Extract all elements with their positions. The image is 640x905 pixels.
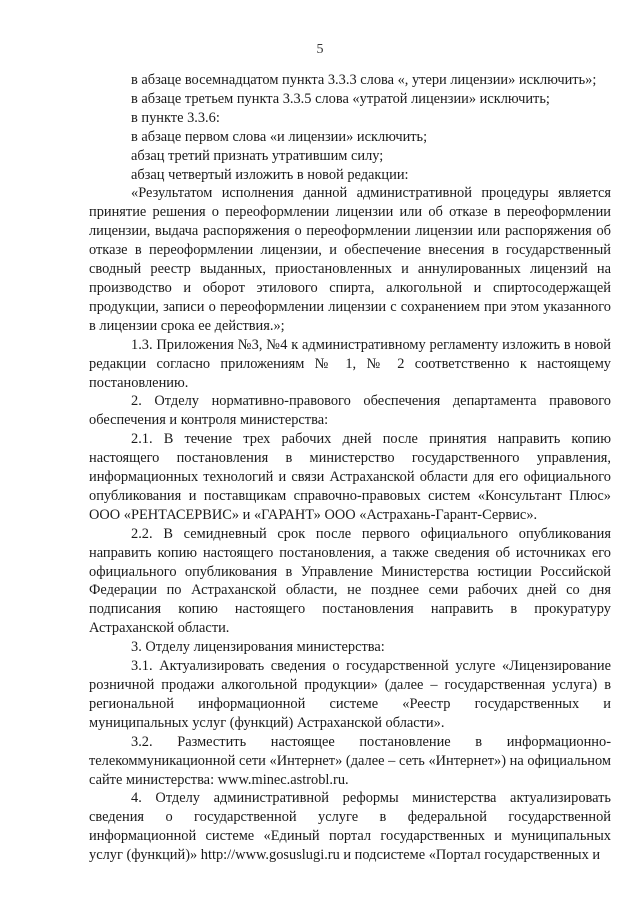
- paragraph: 3. Отделу лицензирования министерства:: [131, 639, 385, 656]
- paragraph: 4. Отделу административной реформы министерства актуализировать сведения о государственной услуге в федеральной государственной информационной системе «Единый портал государственных и муниципальных услуг (функций)» http://www.gosuslugi.ru и подсистеме «Портал государственных и: [89, 790, 611, 864]
- paragraph: в пункте 3.3.6:: [131, 109, 220, 126]
- document-body: [89, 71, 611, 865]
- paragraph: абзац четвертый изложить в новой редакции:: [131, 166, 409, 183]
- paragraph: в абзаце восемнадцатом пункта 3.3.3 слова «, утери лицензии» исключить»;: [131, 72, 597, 88]
- paragraph: в абзаце первом слова «и лицензии» исключить;: [131, 128, 428, 145]
- paragraph: абзац третий признать утратившим силу;: [131, 147, 384, 164]
- paragraph: 2.2. В семидневный срок после первого официального опубликования направить копию настоящего постановления, а также сведения об источниках его официального опубликования в Управление Министерства юстиции Российской Федерации по Астраханской области, не позднее семи рабочих дней со дня подписания копию настоящего постановления направить в прокуратуру Астраханской области.: [89, 525, 611, 637]
- paragraph: 2. Отделу нормативно-правового обеспечения департамента правового обеспечения и контроля министерства:: [89, 393, 611, 429]
- paragraph: «Результатом исполнения данной административной процедуры является принятие решения о переоформлении лицензии или об отказе в переоформлении лицензии, выдача распоряжения о переоформлении лицензии или распоряжения об отказе в переоформлении лицензии, и обеспечение внесения в государственный сводный реестр выданных, приостановленных и аннулированных лицензий на производство и оборот этилового спирта, алкогольной и спиртосодержащей продукции, записи о переоформлении лицензии с сохранением при этом указанного в лицензии срока ее действия.»;: [89, 185, 611, 334]
- paragraph: в абзаце третьем пункта 3.3.5 слова «утратой лицензии» исключить;: [131, 90, 550, 107]
- paragraph: 1.3. Приложения №3, №4 к административному регламенту изложить в новой редакции согласно приложениям № 1, № 2 соответственно к настоящему постановлению.: [89, 336, 611, 391]
- paragraph: 2.1. В течение трех рабочих дней после принятия направить копию настоящего постановления в министерство государственного управления, информационных технологий и связи Астраханской области для его официального опубликования и поставщикам справочно-правовых систем «Консультант Плюс» ООО «РЕНТАСЕРВИС» и «ГАРАНТ» ООО «Астрахань-Гарант-Сервис».: [89, 431, 611, 523]
- page-number: 5: [316, 42, 324, 57]
- paragraph: 3.2. Разместить настоящее постановление в информационно-телекоммуникационной сети «Интернет» (далее – сеть «Интернет») на официальном сайте министерства: www.minec.astrobl.ru.: [89, 733, 611, 788]
- paragraph: 3.1. Актуализировать сведения о государственной услуге «Лицензирование розничной продажи алкогольной продукции» (далее – государственная услуга) в региональной информационной системе «Реестр государственных и муниципальных услуг (функций) Астраханской области».: [89, 658, 611, 731]
